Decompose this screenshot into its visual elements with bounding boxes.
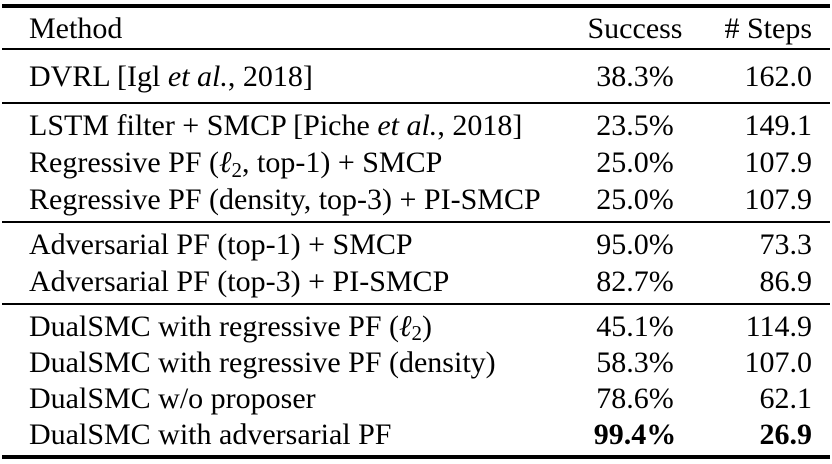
method-cell — [2, 181, 560, 222]
table-section — [2, 304, 830, 457]
success-cell: 95.0% — [596, 228, 674, 261]
success-cell: 23.5% — [596, 109, 674, 142]
method-cell — [2, 263, 560, 304]
table-row — [2, 222, 830, 263]
table-row — [2, 304, 830, 344]
method-text: DVRL [Igl — [29, 59, 168, 93]
method-text: , 2018] — [227, 59, 313, 93]
steps-cell: 149.1 — [744, 109, 812, 142]
method-text: ) — [422, 309, 432, 343]
method-cell — [2, 222, 560, 263]
method-cell — [2, 416, 560, 457]
success-cell: 82.7% — [596, 265, 674, 298]
steps-cell: 86.9 — [759, 265, 812, 298]
method-text: et al. — [377, 109, 438, 142]
method-text: DualSMC with regressive PF (density) — [29, 345, 496, 379]
method-text: DualSMC with adversarial PF — [29, 417, 392, 451]
success-cell: 25.0% — [596, 183, 674, 216]
results-table — [2, 4, 830, 459]
table-row — [2, 181, 830, 222]
method-cell — [2, 344, 560, 380]
table-row — [2, 49, 830, 103]
method-cell — [2, 103, 560, 144]
steps-cell: 107.9 — [744, 183, 812, 216]
method-text: Regressive PF ( — [29, 146, 219, 179]
steps-cell: 114.9 — [745, 309, 812, 343]
success-cell: 99.4% — [593, 417, 677, 451]
method-cell — [2, 304, 560, 344]
method-text: Adversarial PF (top-1) + SMCP — [29, 228, 413, 261]
table-row — [2, 103, 830, 144]
success-cell: 25.0% — [596, 146, 674, 179]
success-cell: 45.1% — [596, 309, 674, 343]
table-row — [2, 344, 830, 380]
header-row — [2, 6, 830, 49]
success-cell: 78.6% — [596, 381, 674, 415]
table-section — [2, 222, 830, 304]
table-section — [2, 103, 830, 222]
method-cell — [2, 144, 560, 181]
method-text: 2 — [231, 157, 242, 182]
method-cell — [2, 380, 560, 416]
table-row — [2, 263, 830, 304]
steps-cell: 73.3 — [759, 228, 812, 261]
table-row — [2, 144, 830, 181]
steps-cell: 62.1 — [759, 381, 812, 415]
method-text: ℓ — [399, 309, 412, 343]
method-text: Adversarial PF (top-3) + PI-SMCP — [29, 265, 450, 298]
method-cell — [2, 49, 560, 103]
col-header-method: Method — [2, 6, 560, 49]
table-header — [2, 6, 830, 49]
steps-cell: 26.9 — [759, 417, 812, 451]
method-text: DualSMC w/o proposer — [29, 381, 316, 415]
col-header-success: Success — [560, 6, 710, 49]
table-row — [2, 416, 830, 457]
method-text: Regressive PF (density, top-3) + PI-SMCP — [29, 183, 541, 216]
method-text: et al. — [167, 59, 228, 93]
method-text: DualSMC with regressive PF ( — [29, 309, 399, 343]
table-row — [2, 380, 830, 416]
method-text: , 2018] — [437, 109, 523, 142]
steps-cell: 107.9 — [744, 146, 812, 179]
col-header-steps: # Steps — [710, 6, 830, 49]
steps-cell: 162.0 — [744, 59, 812, 93]
success-cell: 58.3% — [596, 345, 674, 379]
table-section — [2, 49, 830, 103]
method-text: , top-1) + SMCP — [242, 146, 443, 179]
method-text: ℓ — [219, 146, 232, 179]
success-cell: 38.3% — [596, 59, 674, 93]
method-text: LSTM filter + SMCP [Piche — [29, 109, 378, 142]
method-text: 2 — [411, 321, 422, 346]
steps-cell: 107.0 — [744, 345, 812, 379]
